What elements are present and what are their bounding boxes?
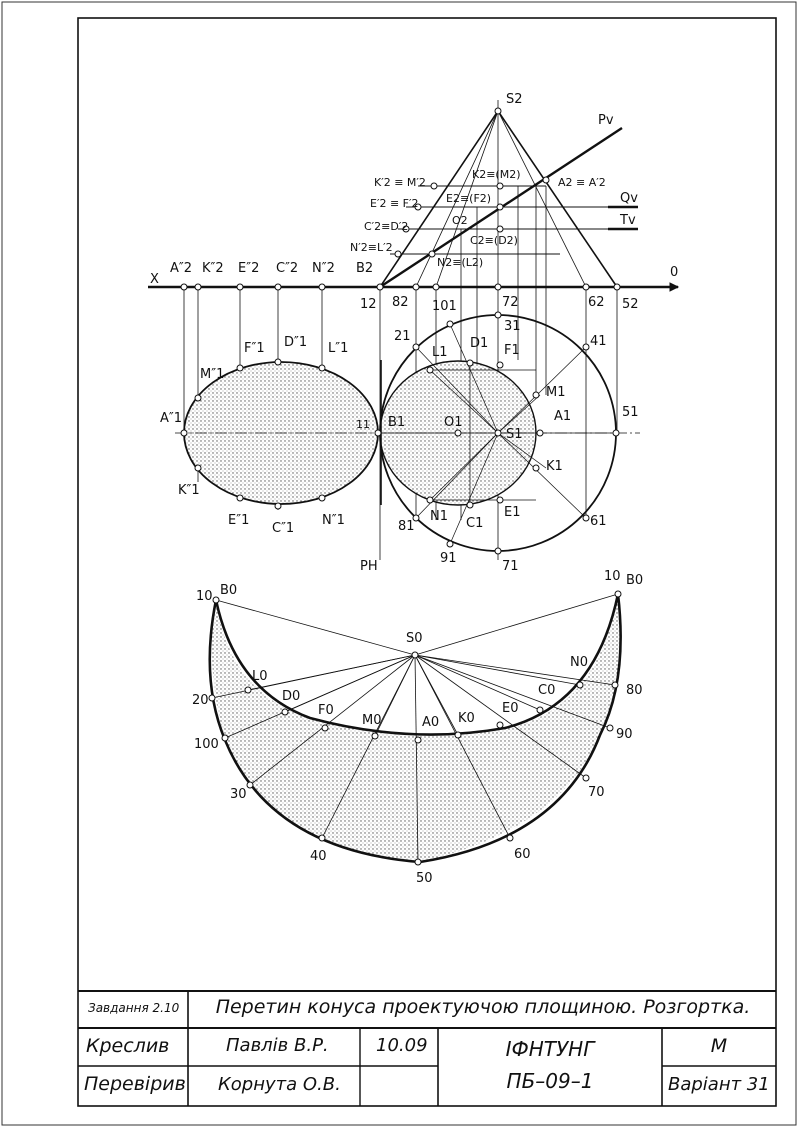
label-m1pp: M″1 <box>200 367 225 382</box>
label-l0: L0 <box>252 669 268 684</box>
label-71: 71 <box>502 559 519 574</box>
label-f1: F1 <box>504 343 520 358</box>
group: ПБ–09–1 <box>506 1069 594 1093</box>
label-f1pp: F″1 <box>244 341 265 356</box>
label-10o: 100 <box>194 737 219 752</box>
label-d1: D1 <box>470 336 489 351</box>
label-91: 91 <box>440 551 457 566</box>
label-b0-right: B0 <box>626 573 644 588</box>
label-81: 81 <box>398 519 415 534</box>
checked-name: Корнута О.В. <box>218 1074 341 1095</box>
drew-name: Павлів В.Р. <box>226 1035 329 1056</box>
drawing-title: Перетин конуса проектуючою площиною. Розгортка. <box>215 996 751 1018</box>
drew-label: Креслив <box>86 1035 170 1057</box>
label-6o: 60 <box>514 847 531 862</box>
label-n1: N1 <box>430 509 448 524</box>
label-21: 21 <box>394 329 411 344</box>
checked-label: Перевірив <box>84 1073 186 1095</box>
label-8o: 80 <box>626 683 643 698</box>
label-2o: 20 <box>192 693 209 708</box>
label-d0: D0 <box>282 689 301 704</box>
label-a1: A1 <box>554 409 572 424</box>
label-4o: 40 <box>310 849 327 864</box>
label-e2pp: E″2 <box>238 261 260 276</box>
label-101: 101 <box>432 299 457 314</box>
label-c2d2b: C2≡(D2) <box>470 234 518 247</box>
label-5o: 50 <box>416 871 433 886</box>
label-e2f2b: E2≡(F2) <box>446 192 492 205</box>
label-c2d2: C′2≡D′2 <box>364 220 409 233</box>
label-b2: B2 <box>356 261 374 276</box>
label-n2l2: N′2≡L′2 <box>350 241 393 254</box>
scale: М <box>710 1035 728 1057</box>
label-o1: O1 <box>444 415 463 430</box>
label-qv: Qv <box>620 191 638 206</box>
label-x: X <box>150 272 159 287</box>
label-51: 51 <box>622 405 639 420</box>
label-n2l2b: N2≡(L2) <box>437 256 484 269</box>
label-l1pp: L″1 <box>328 341 349 356</box>
label-pv: Pv <box>598 113 614 128</box>
label-9o: 90 <box>616 727 633 742</box>
label-62: 62 <box>588 295 605 310</box>
label-k2pp: K″2 <box>202 261 224 276</box>
label-a1pp: A″1 <box>160 411 183 426</box>
date: 10.09 <box>376 1035 428 1056</box>
label-e0: E0 <box>502 701 519 716</box>
label-o2: O2 <box>452 214 468 227</box>
label-m1: M1 <box>546 385 566 400</box>
label-e1pp: E″1 <box>228 513 250 528</box>
label-b1: B1 <box>388 415 406 430</box>
label-e1: E1 <box>504 505 521 520</box>
label-82: 82 <box>392 295 409 310</box>
label-n2pp: N″2 <box>312 261 335 276</box>
label-f0: F0 <box>318 703 334 718</box>
label-b0-left: B0 <box>220 583 238 598</box>
label-d1pp: D″1 <box>284 335 308 350</box>
label-1-right: 10 <box>604 569 621 584</box>
label-e2f2: E′2 ≡ F′2 <box>370 197 419 210</box>
label-k2m2b: K2≡(M2) <box>472 168 521 181</box>
label-s1: S1 <box>506 427 523 442</box>
label-k1pp: K″1 <box>178 483 200 498</box>
label-m0: M0 <box>362 713 382 728</box>
label-7o: 70 <box>588 785 605 800</box>
label-l1: L1 <box>432 345 448 360</box>
label-tv: Tv <box>620 213 636 228</box>
label-61: 61 <box>590 514 607 529</box>
label-c1: C1 <box>466 516 484 531</box>
label-n0: N0 <box>570 655 588 670</box>
inner-frame <box>78 18 776 1106</box>
organization: ІФНТУНГ <box>505 1037 595 1061</box>
outer-border <box>2 2 796 1125</box>
label-k1: K1 <box>546 459 563 474</box>
label-a2: A2 ≡ A′2 <box>558 176 606 189</box>
label-c2pp: C″2 <box>276 261 299 276</box>
label-ph: PH <box>360 559 378 574</box>
axis-arrow-icon <box>670 283 678 291</box>
label-n1pp: N″1 <box>322 513 345 528</box>
label-a2pp: A″2 <box>170 261 193 276</box>
label-12: 12 <box>360 297 377 312</box>
variant: Варіант 31 <box>668 1074 770 1095</box>
label-k2m2: K′2 ≡ M′2 <box>374 176 426 189</box>
label-s0: S0 <box>406 631 423 646</box>
label-3o: 30 <box>230 787 247 802</box>
label-s2: S2 <box>506 92 523 107</box>
label-a0: A0 <box>422 715 440 730</box>
label-0: 0 <box>670 265 679 280</box>
label-31: 31 <box>504 319 521 334</box>
label-11: 11 <box>356 418 370 431</box>
label-k0: K0 <box>458 711 475 726</box>
label-c0: C0 <box>538 683 556 698</box>
label-1-left: 10 <box>196 589 213 604</box>
label-72: 72 <box>502 295 519 310</box>
label-c1pp: C″1 <box>272 521 295 536</box>
label-52: 52 <box>622 297 639 312</box>
task-number: Завдання 2.10 <box>88 1001 180 1015</box>
label-41: 41 <box>590 334 607 349</box>
